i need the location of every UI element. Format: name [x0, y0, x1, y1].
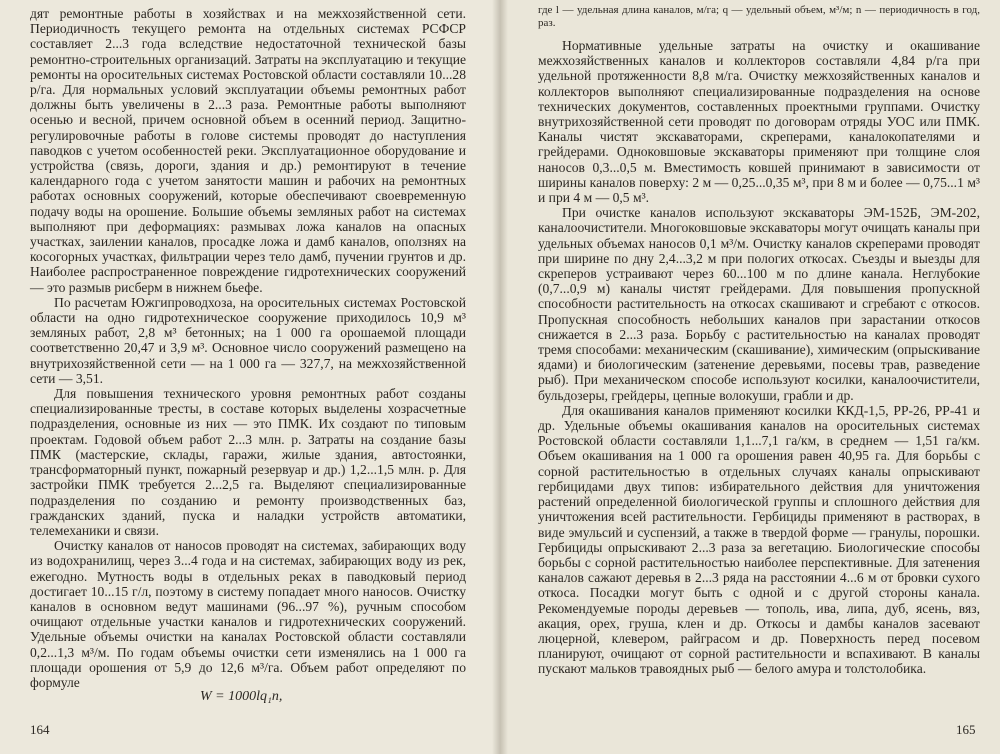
right-page-text — [538, 38, 980, 677]
right-page — [500, 0, 1000, 754]
paragraph: Для повышения технического уровня ремонтных работ созданы специализированные тресты, в составе которых выделены хозрасчетные подразделения, основные из них — это ПМК. Их создают по типовым проектам. Годовой объем работ 2...3 млн. р. Затраты на создание базы ПМК (мастерские, склады, гаражи, жилые здания, автостоянки, трансформаторный пункт, пожарный резервуар и др.) 1,2...1,5 млн. р. Для застройки ПМК требуется 2...2,5 га. Выделяют специализированные подразделения по созданию и ремонту производственных баз, гражданских зданий, пуска и наладки устройств автоматики, телемеханики и связи. — [30, 386, 466, 538]
formula: W = 1000lq₁n, — [200, 689, 283, 704]
paragraph: По расчетам Южгипроводхоза, на оросительных системах Ростовской области на одно гидротехническое сооружение приходилось 10,9 м³ земляных работ, 2,8 м³ бетонных; на 1 000 га орошаемой площади соответственно 20,47 и 3,9 м³. Основное число сооружений размещено на внутрихозяйственной сети — на 1 000 га — 327,7, на межхозяйственной сети — 3,51. — [30, 294, 466, 386]
left-page-text — [30, 6, 466, 690]
paragraph: дят ремонтные работы в хозяйствах и на межхозяйственной сети. Периодичность текущего ремонта на отдельных системах РСФСР составляет 2...3 года вследствие недостаточной технической базы ремонтно-строительных организаций. Затраты на эксплуатацию и текущие ремонты на оросительных системах Ростовской области составляли 10...28 р/га. Для нормальных условий эксплуатации объемы ремонтных работ должны быть увеличены в 2...3 раза. Ремонтные работы выполняют осенью и весной, причем основной объем в осенний период. Защитно-регулировочные работы в голове системы проводят до наступления паводков с учетом особенностей реки. Эксплуатационное оборудование и устройства (связь, дороги, здания и др.) ремонтируют в течение календарного года с учетом занятости машин и рабочих на ремонтных работах основных сооружений, которые обеспечивают своевременную подачу воды на орошение. Большие объемы земляных работ на системах выполняют при деформациях: размывах ложа каналов на опасных участках, заилении каналов, просадке ложа и дамб каналов, оползнях на косогорных участках, фильтрации через тело дамб, пучении грунтов и др. Наиболее распространенное повреждение гидротехнических сооружений — это размыв рисберм в нижнем бьефе. — [30, 6, 466, 295]
paragraph: При очистке каналов используют экскаваторы ЭМ-152Б, ЭМ-202, каналоочистители. Многоковшовые экскаваторы могут очищать каналы при удельных объемах наносов 0,1 м³/м. Очистку каналов скреперами проводят при ширине по дну 2,4...3,2 м при пологих откосах. Съезды и выезды для скреперов устраивают через 60...100 м по длине канала. Неглубокие (0,7...0,9 м) каналы чистят грейдерами. Для повышения пропускной способности растительность на откосах скашивают и сгребают с откосов. Пропускная способность небольших каналов при зарастании откосов снижается в 2...3 раза. Борьбу с растительностью на каналах проводят тремя способами: механическим (скашивание), химическим (опрыскивание ядами) и биологическим (затенение деревьями, посевы трав, разведение рыб). При механическом способе используют косилки, каналоочистители, бульдозеры, грейдеры, цепные волокуши, грабли и др. — [538, 205, 980, 403]
book-gutter — [492, 0, 508, 754]
formula-legend: где l — удельная длина каналов, м/га; q — удельный объем, м³/м; n — периодичность в год, раз. — [538, 4, 980, 29]
paragraph: Очистку каналов от наносов проводят на системах, забирающих воду из водохранилищ, через 3...4 года и на системах, забирающих воду из рек, ежегодно. Мутность воды в отдельных реках в паводковый период достигает 10...15 г/л, поэтому в систему попадает много наносов. Очистку каналов в основном ведут машинами (96...97 %), ручным способом очищают отдельные участки каналов и гидротехнических сооружений. Удельные объемы очистки на каналах Ростовской области составляли 0,2...1,3 м³/м. По годам объемы очистки сети изменялись на 1 000 га площади орошения от 5,9 до 12,6 м³/га. Объем работ определяют по формуле — [30, 538, 466, 690]
page-number: 164 — [30, 722, 50, 737]
page-number: 165 — [956, 722, 976, 737]
paragraph: Нормативные удельные затраты на очистку и окашивание межхозяйственных каналов и коллекторов составляли 4,84 р/га при удельной протяженности 8,8 м/га. Очистку межхозяйственных каналов и коллекторов выполняют специализированные подразделения на основе технических документов, составленных проектными группами. Очистку внутрихозяйственной сети проводят по договорам отряды УОС или ПМК. Каналы чистят экскаваторами, скреперами, каналокопателями и грейдерами. Одноковшовые экскаваторы применяют при толщине слоя наносов 0,3...0,5 м. Вместимость ковшей принимают в зависимости от ширины каналов поверху: 2 м — 0,25...0,35 м³, при 8 м и более — 0,75...1 м³ и при 4 м — 0,5 м³. — [538, 38, 980, 206]
paragraph: Для окашивания каналов применяют косилки ККД-1,5, РР-26, РР-41 и др. Удельные объемы окашивания каналов на оросительных системах Ростовской области составляли 1,1...7,1 га/км, в среднем — 1,51 га/км. Объем окашивания на 1 000 га орошения равен 40,95 га. Для борьбы с сорной растительностью в отдельных случаях каналы опрыскивают гербицидами двух типов: избирательного действия для уничтожения растений определенной биологической группы и сплошного действия для уничтожения всей растительности. Гербициды применяют в растворах, в виде эмульсий и суспензий, а также в твердой форме — гранулы, порошки. Гербициды опрыскивают 2...3 раза за вегетацию. Биологические способы борьбы с сорной растительностью наиболее перспективные. Для затенения каналов сажают деревья в 2...3 ряда на расстоянии 4...6 м от бровки сухого откоса. Посадки могут быть с одной и с другой стороны канала. Рекомендуемые породы деревьев — тополь, ива, липа, дуб, ясень, вяз, акация, орех, груша, клен и др. Откосы и дамбы каналов засевают люцерной, клевером, райграсом и др. Поверхность перед посевом планируют, очищают от сорной растительности и вспахивают. В каналы пускают мальков травоядных рыб — белого амура и толстолобика. — [538, 402, 980, 677]
